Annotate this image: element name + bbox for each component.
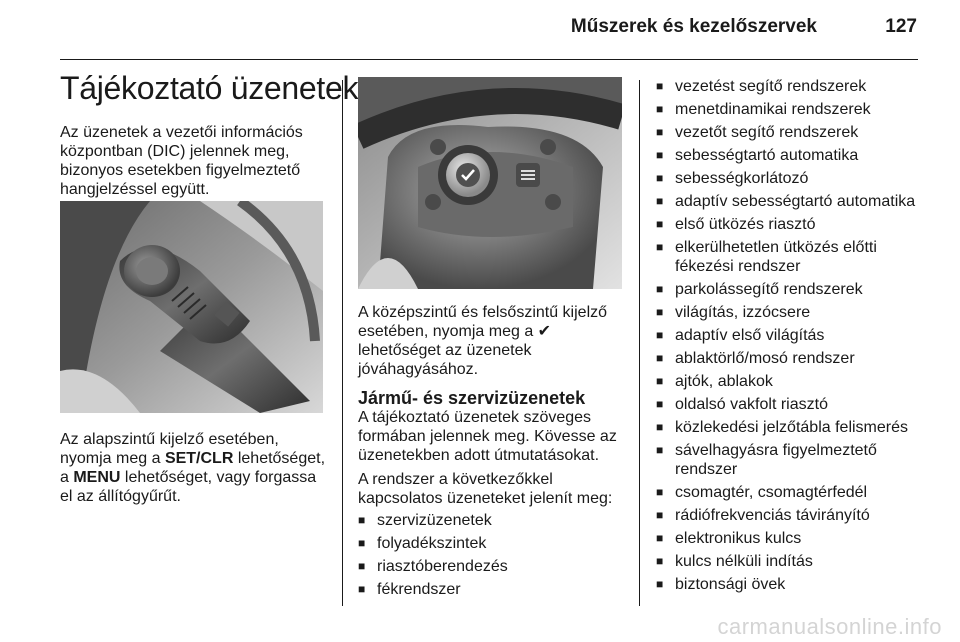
list-item: ■ oldalsó vakfolt riasztó xyxy=(656,395,915,414)
section-heading: Tájékoztató üzenetek xyxy=(60,70,359,106)
menu-label: MENU xyxy=(73,469,121,486)
list-item: ■ folyadékszintek xyxy=(358,534,508,553)
list-item: ■ rádiófrekvenciás távirányító xyxy=(656,506,915,525)
text-span: nyomja meg a xyxy=(60,450,165,467)
text-line: Az üzenetek a vezetői információs xyxy=(60,124,303,141)
list-item: ■ szervizüzenetek xyxy=(358,511,508,530)
text-line: üzenetekben adott útmutatásokat. xyxy=(358,447,600,464)
text-line xyxy=(60,468,325,487)
list-item: ■ elektronikus kulcs xyxy=(656,529,915,548)
list-item: ■ kulcs nélküli indítás xyxy=(656,552,915,571)
text-line: lehetőséget az üzenetek xyxy=(358,342,532,359)
text-line: el az állítógyűrűt. xyxy=(60,488,181,505)
text-line xyxy=(60,449,325,468)
list-item xyxy=(656,441,915,479)
list-item: ■ közlekedési jelzőtábla felismerés xyxy=(656,418,915,437)
list-item: ■ biztonsági övek xyxy=(656,575,915,594)
text-line: ■ sávelhagyásra figyelmeztető xyxy=(675,442,877,459)
text-line: esetében, nyomja meg a ✔ xyxy=(358,323,552,340)
list-item: ■ sebességtartó automatika xyxy=(656,146,915,165)
column-divider-2 xyxy=(639,80,640,606)
message-list-middle xyxy=(358,511,508,599)
header-rule xyxy=(60,59,918,60)
text-span: lehetőséget, xyxy=(233,450,326,467)
text-line: rendszer xyxy=(675,461,738,478)
list-item: ■ menetdinamikai rendszerek xyxy=(656,100,915,119)
text-span: lehetőséget, vagy forgassa xyxy=(120,469,317,486)
column-divider-1 xyxy=(342,80,343,606)
text-span: a xyxy=(60,469,74,486)
list-item: ■ világítás, izzócsere xyxy=(656,303,915,322)
list-item: ■ sebességkorlátozó xyxy=(656,169,915,188)
list-item: ■ adaptív sebességtartó automatika xyxy=(656,192,915,211)
message-list-right xyxy=(656,77,915,594)
text-line: A középszintű és felsőszintű kijelző xyxy=(358,304,608,321)
text-line: A tájékoztató üzenetek szöveges xyxy=(358,409,592,426)
text-line: hangjelzéssel együtt. xyxy=(60,181,210,198)
list-item: ■ vezetőt segítő rendszerek xyxy=(656,123,915,142)
list-item xyxy=(656,238,915,276)
text-line: jóváhagyásához. xyxy=(358,361,479,378)
system-paragraph xyxy=(358,470,612,508)
list-item: ■ vezetést segítő rendszerek xyxy=(656,77,915,96)
page-header-title: Műszerek és kezelőszervek xyxy=(570,16,817,37)
subsection-heading: Jármű- és szervizüzenetek xyxy=(358,388,586,408)
set-clr-label: SET/CLR xyxy=(164,450,234,467)
list-item: ■ parkolássegítő rendszerek xyxy=(656,280,915,299)
text-line: Az alapszintű kijelző esetében, xyxy=(60,431,279,448)
list-item: ■ csomagtér, csomagtérfedél xyxy=(656,483,915,502)
list-item: ■ fékrendszer xyxy=(358,580,508,599)
confirm-paragraph xyxy=(358,303,607,379)
steering-wheel-photo xyxy=(358,77,622,289)
text-line: bizonyos esetekben figyelmeztető xyxy=(60,162,301,179)
watermark: carmanualsonline.info xyxy=(717,614,942,639)
text-line: A rendszer a következőkkel xyxy=(358,471,553,488)
stalk-photo xyxy=(60,201,323,413)
text-line: fékezési rendszer xyxy=(675,258,801,275)
caption-paragraph xyxy=(60,430,325,506)
intro-paragraph xyxy=(60,123,303,199)
list-item: ■ riasztóberendezés xyxy=(358,557,508,576)
text-line: kapcsolatos üzeneteket jelenít meg: xyxy=(358,490,613,507)
page-number: 127 xyxy=(885,16,917,37)
info-paragraph xyxy=(358,408,617,465)
list-item: ■ első ütközés riasztó xyxy=(656,215,915,234)
list-item: ■ adaptív első világítás xyxy=(656,326,915,345)
list-item: ■ ajtók, ablakok xyxy=(656,372,915,391)
text-line: ■ elkerülhetetlen ütközés előtti xyxy=(675,239,877,256)
text-line: formában jelennek meg. Kövesse az xyxy=(358,428,617,445)
text-line: központban (DIC) jelennek meg, xyxy=(60,143,290,160)
list-item: ■ ablaktörlő/mosó rendszer xyxy=(656,349,915,368)
